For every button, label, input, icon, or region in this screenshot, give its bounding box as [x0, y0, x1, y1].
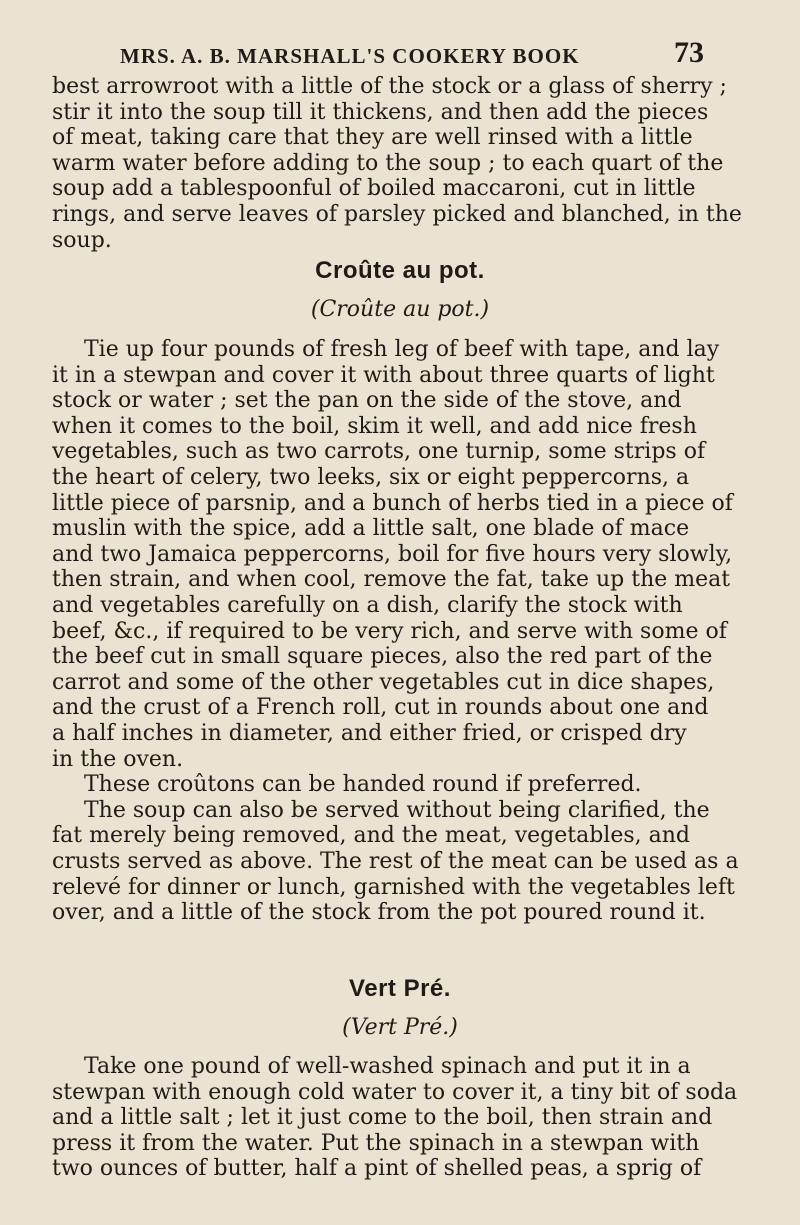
- text-line: and vegetables carefully on a dish, clarify the stock with: [52, 593, 683, 618]
- text-line: Take one pound of well-washed spinach and put it in a: [84, 1054, 691, 1079]
- section-heading-vert-pre: Vert Pré.: [349, 975, 451, 1002]
- running-head-title: MRS. A. B. MARSHALL'S COOKERY BOOK: [120, 44, 580, 68]
- text-line: Tie up four pounds of fresh leg of beef with tape, and lay: [84, 337, 720, 362]
- text-line: little piece of parsnip, and a bunch of herbs tied in a piece of: [52, 490, 733, 516]
- text-line: a half inches in diameter, and either fried, or crisped dry: [52, 721, 687, 746]
- text-line: fat merely being removed, and the meat, vegetables, and: [52, 823, 691, 849]
- text-line: muslin with the spice, add a little salt, one blade of mace: [52, 516, 690, 542]
- page-number: 73: [674, 36, 704, 69]
- text-line: two ounces of butter, half a pint of shelled peas, a sprig of: [52, 1156, 702, 1182]
- text-line: best arrowroot with a little of the stock or a glass of sherry ;: [52, 74, 727, 99]
- section-heading-croute-au-pot: Croûte au pot.: [315, 257, 485, 284]
- text-line: and two Jamaica peppercorns, boil for five hours very slowly,: [52, 541, 733, 567]
- text-line: and the crust of a French roll, cut in rounds about one and: [52, 695, 709, 721]
- text-line: stock or water ; set the pan on the side of the stove, and: [52, 388, 682, 414]
- text-line: in the oven.: [52, 746, 184, 772]
- text-line: stir it into the soup till it thickens, and then add the pieces: [52, 99, 709, 125]
- text-line: crusts served as above. The rest of the meat can be used as a: [52, 849, 739, 874]
- text-line: soup add a tablespoonful of boiled maccaroni, cut in little: [52, 176, 696, 202]
- text-line: beef, &c., if required to be very rich, and serve with some of: [52, 618, 727, 644]
- text-line: These croûtons can be handed round if preferred.: [84, 772, 642, 798]
- text-line: relevé for dinner or lunch, garnished with the vegetables left: [52, 874, 735, 900]
- text-line: the beef cut in small square pieces, also the red part of the: [52, 644, 713, 670]
- text-line: over, and a little of the stock from the pot poured round it.: [52, 900, 706, 926]
- text-line: then strain, and when cool, remove the fat, take up the meat: [52, 567, 731, 593]
- text-line: of meat, taking care that they are well rinsed with a little: [52, 125, 693, 151]
- running-head: [0, 36, 800, 72]
- text-line: The soup can also be served without being clarified, the: [84, 797, 710, 823]
- text-line: and a little salt ; let it just come to the boil, then strain and: [52, 1105, 713, 1131]
- text-line: it in a stewpan and cover it with about three quarts of light: [52, 362, 715, 388]
- text-line: vegetables, such as two carrots, one turnip, some strips of: [52, 439, 706, 465]
- text-line: rings, and serve leaves of parsley picked and blanched, in the: [52, 202, 742, 227]
- section-subheading-croute-au-pot: (Croûte au pot.): [310, 297, 490, 322]
- text-line: carrot and some of the other vegetables cut in dice shapes,: [52, 669, 715, 695]
- text-line: soup.: [52, 227, 112, 253]
- section-subheading-vert-pre: (Vert Pré.): [342, 1015, 458, 1040]
- text-line: stewpan with enough cold water to cover it, a tiny bit of soda: [52, 1079, 738, 1105]
- text-line: warm water before adding to the soup ; to each quart of the: [52, 150, 724, 176]
- text-line: press it from the water. Put the spinach in a stewpan with: [52, 1130, 700, 1156]
- text-line: the heart of celery, two leeks, six or eight peppercorns, a: [52, 465, 690, 490]
- text-line: when it comes to the boil, skim it well, and add nice fresh: [52, 413, 697, 439]
